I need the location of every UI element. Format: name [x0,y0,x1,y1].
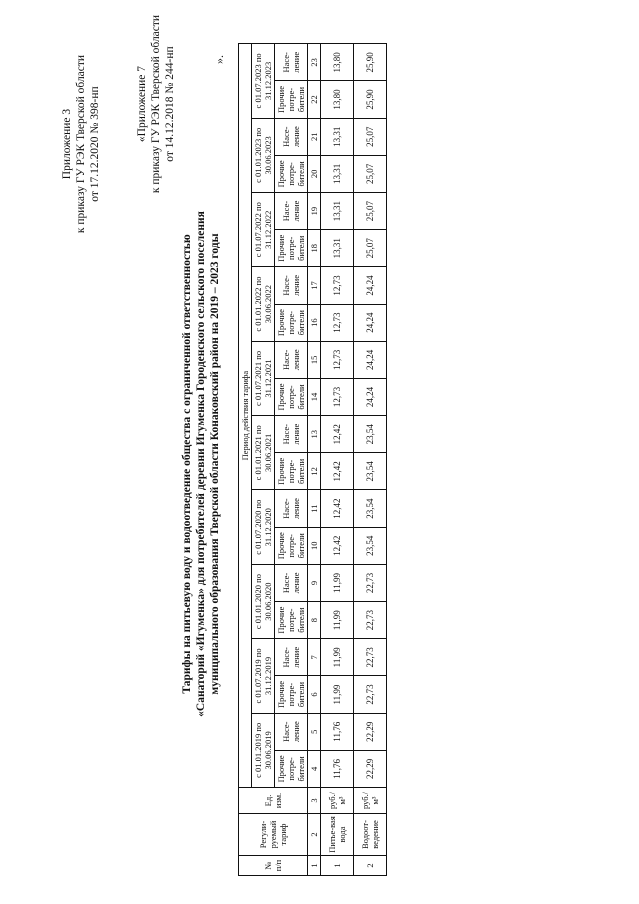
tariff-value: 22,73 [354,676,387,713]
column-index: 4 [308,750,321,787]
tariff-value: 12,73 [321,304,354,341]
row-tariff: Водоот-ведение [354,814,387,856]
document-title [180,104,222,824]
tariff-value: 13,31 [321,155,354,192]
period-cell: с 01.07.2019 по 31.12.2019 [252,639,275,713]
row-tariff: Питье-вая вода [321,814,354,856]
tariff-value: 25,07 [354,230,387,267]
tariff-value: 22,73 [354,602,387,639]
appendix-line: от 14.12.2018 № 244-нп [164,46,176,162]
tariff-value: 22,73 [354,564,387,601]
column-index: 22 [308,81,321,118]
tariff-value: 11,99 [321,564,354,601]
period-cell: с 01.01.2020 по 30.06.2020 [252,564,275,638]
subheader-other: Прочие потре-бители [275,378,308,415]
tariff-value: 22,73 [354,639,387,676]
column-index: 8 [308,602,321,639]
column-index: 18 [308,230,321,267]
title-line: муниципального образования Тверской области Конаковский район на 2019 – 2023 годы [209,233,221,695]
tariff-value: 13,31 [321,193,354,230]
tariff-value: 12,42 [321,490,354,527]
column-index: 2 [308,814,321,856]
column-index: 23 [308,44,321,81]
column-index: 19 [308,193,321,230]
column-index: 13 [308,416,321,453]
closing-mark: ». [212,55,226,64]
column-index: 11 [308,490,321,527]
tariff-value: 22,29 [354,750,387,787]
header-tariff: Регули-руемый тариф [239,814,308,856]
tariff-value: 24,24 [354,304,387,341]
tariff-value: 24,24 [354,267,387,304]
subheader-population: Насе-ление [275,490,308,527]
header-row [239,44,252,876]
subheader-population: Насе-ление [275,713,308,750]
appendix-header [60,44,102,244]
tariff-value: 11,76 [321,750,354,787]
column-index: 20 [308,155,321,192]
tariff-value: 23,54 [354,416,387,453]
appendix-line: к приказу ГУ РЭК Тверской области [75,54,87,234]
subheader-other: Прочие потре-бители [275,750,308,787]
column-index: 21 [308,118,321,155]
column-index: 6 [308,676,321,713]
column-index-row [308,44,321,876]
tariff-value: 11,99 [321,602,354,639]
column-index: 3 [308,788,321,814]
tariff-value: 13,80 [321,81,354,118]
appendix-line: к приказу ГУ РЭК Тверской области [150,14,162,194]
subheader-other: Прочие потре-бители [275,676,308,713]
subheader-other: Прочие потре-бители [275,155,308,192]
subheader-other: Прочие потре-бители [275,304,308,341]
tariff-value: 12,73 [321,378,354,415]
column-index: 12 [308,453,321,490]
tariff-value: 12,73 [321,267,354,304]
period-cell: с 01.01.2022 по 30.06.2022 [252,267,275,341]
period-cell: с 01.07.2023 по 31.12.2023 [252,44,275,118]
row-number: 1 [321,856,354,876]
tariff-value: 24,24 [354,341,387,378]
column-index: 7 [308,639,321,676]
subheader-population: Насе-ление [275,118,308,155]
tariff-value: 12,42 [321,453,354,490]
subheader-population: Насе-ление [275,44,308,81]
title-line: Тарифы на питьевую воду и водоотведение общества с ограниченной ответственностью [181,234,193,694]
tariff-value: 13,80 [321,44,354,81]
column-index: 16 [308,304,321,341]
subheader-population: Насе-ление [275,416,308,453]
tariff-table [238,43,387,876]
column-index: 15 [308,341,321,378]
title-line: «Санаторий «Игуменка» для потребителей деревни Игуменка Городенского сельского поселения [195,211,207,717]
column-index: 9 [308,564,321,601]
period-cell: с 01.01.2021 по 30.06.2021 [252,416,275,490]
tariff-value: 22,29 [354,713,387,750]
tariff-value: 12,42 [321,416,354,453]
tariff-value: 25,07 [354,155,387,192]
subheader-other: Прочие потре-бители [275,527,308,564]
period-cell: с 01.01.2023 по 30.06.2023 [252,118,275,192]
subheader-population: Насе-ление [275,267,308,304]
appendix-line: Приложение 3 [61,108,73,180]
tariff-value: 23,54 [354,490,387,527]
subheader-population: Насе-ление [275,341,308,378]
appendix-line: от 17.12.2020 № 398-нп [89,86,101,202]
table-row [321,44,354,876]
tariff-value: 11,99 [321,639,354,676]
row-unit: руб./м³ [321,788,354,814]
column-index: 5 [308,713,321,750]
subheader-other: Прочие потре-бители [275,230,308,267]
header-unit: Ед. изм. [239,788,308,814]
tariff-value: 24,24 [354,378,387,415]
table-row [354,44,387,876]
tariff-value: 11,99 [321,676,354,713]
subheader-population: Насе-ление [275,639,308,676]
tariff-value: 12,73 [321,341,354,378]
column-index: 1 [308,856,321,876]
tariff-value: 12,42 [321,527,354,564]
tariff-value: 23,54 [354,527,387,564]
tariff-value: 11,76 [321,713,354,750]
tariff-value: 23,54 [354,453,387,490]
tariff-value: 25,07 [354,118,387,155]
period-row [252,44,275,876]
subheader-population: Насе-ление [275,564,308,601]
tariff-value: 13,31 [321,118,354,155]
row-unit: руб./м³ [354,788,387,814]
row-number: 2 [354,856,387,876]
period-cell: с 01.07.2021 по 31.12.2021 [252,341,275,415]
tariff-value: 25,90 [354,44,387,81]
column-index: 10 [308,527,321,564]
consumer-row [275,44,308,876]
period-cell: с 01.01.2019 по 30.06.2019 [252,713,275,787]
period-cell: с 01.07.2020 по 31.12.2020 [252,490,275,564]
subheader-population: Насе-ление [275,193,308,230]
tariff-value: 13,31 [321,230,354,267]
header-number: № п/п [239,856,308,876]
subheader-other: Прочие потре-бители [275,453,308,490]
tariff-value: 25,90 [354,81,387,118]
column-index: 17 [308,267,321,304]
appendix-line: «Приложение 7 [136,65,148,143]
header-period: Период действия тарифа [239,44,252,788]
subheader-other: Прочие потре-бители [275,602,308,639]
subheader-other: Прочие потре-бители [275,81,308,118]
previous-appendix-header [135,4,177,204]
column-index: 14 [308,378,321,415]
tariff-value: 25,07 [354,193,387,230]
period-cell: с 01.07.2022 по 31.12.2022 [252,193,275,267]
